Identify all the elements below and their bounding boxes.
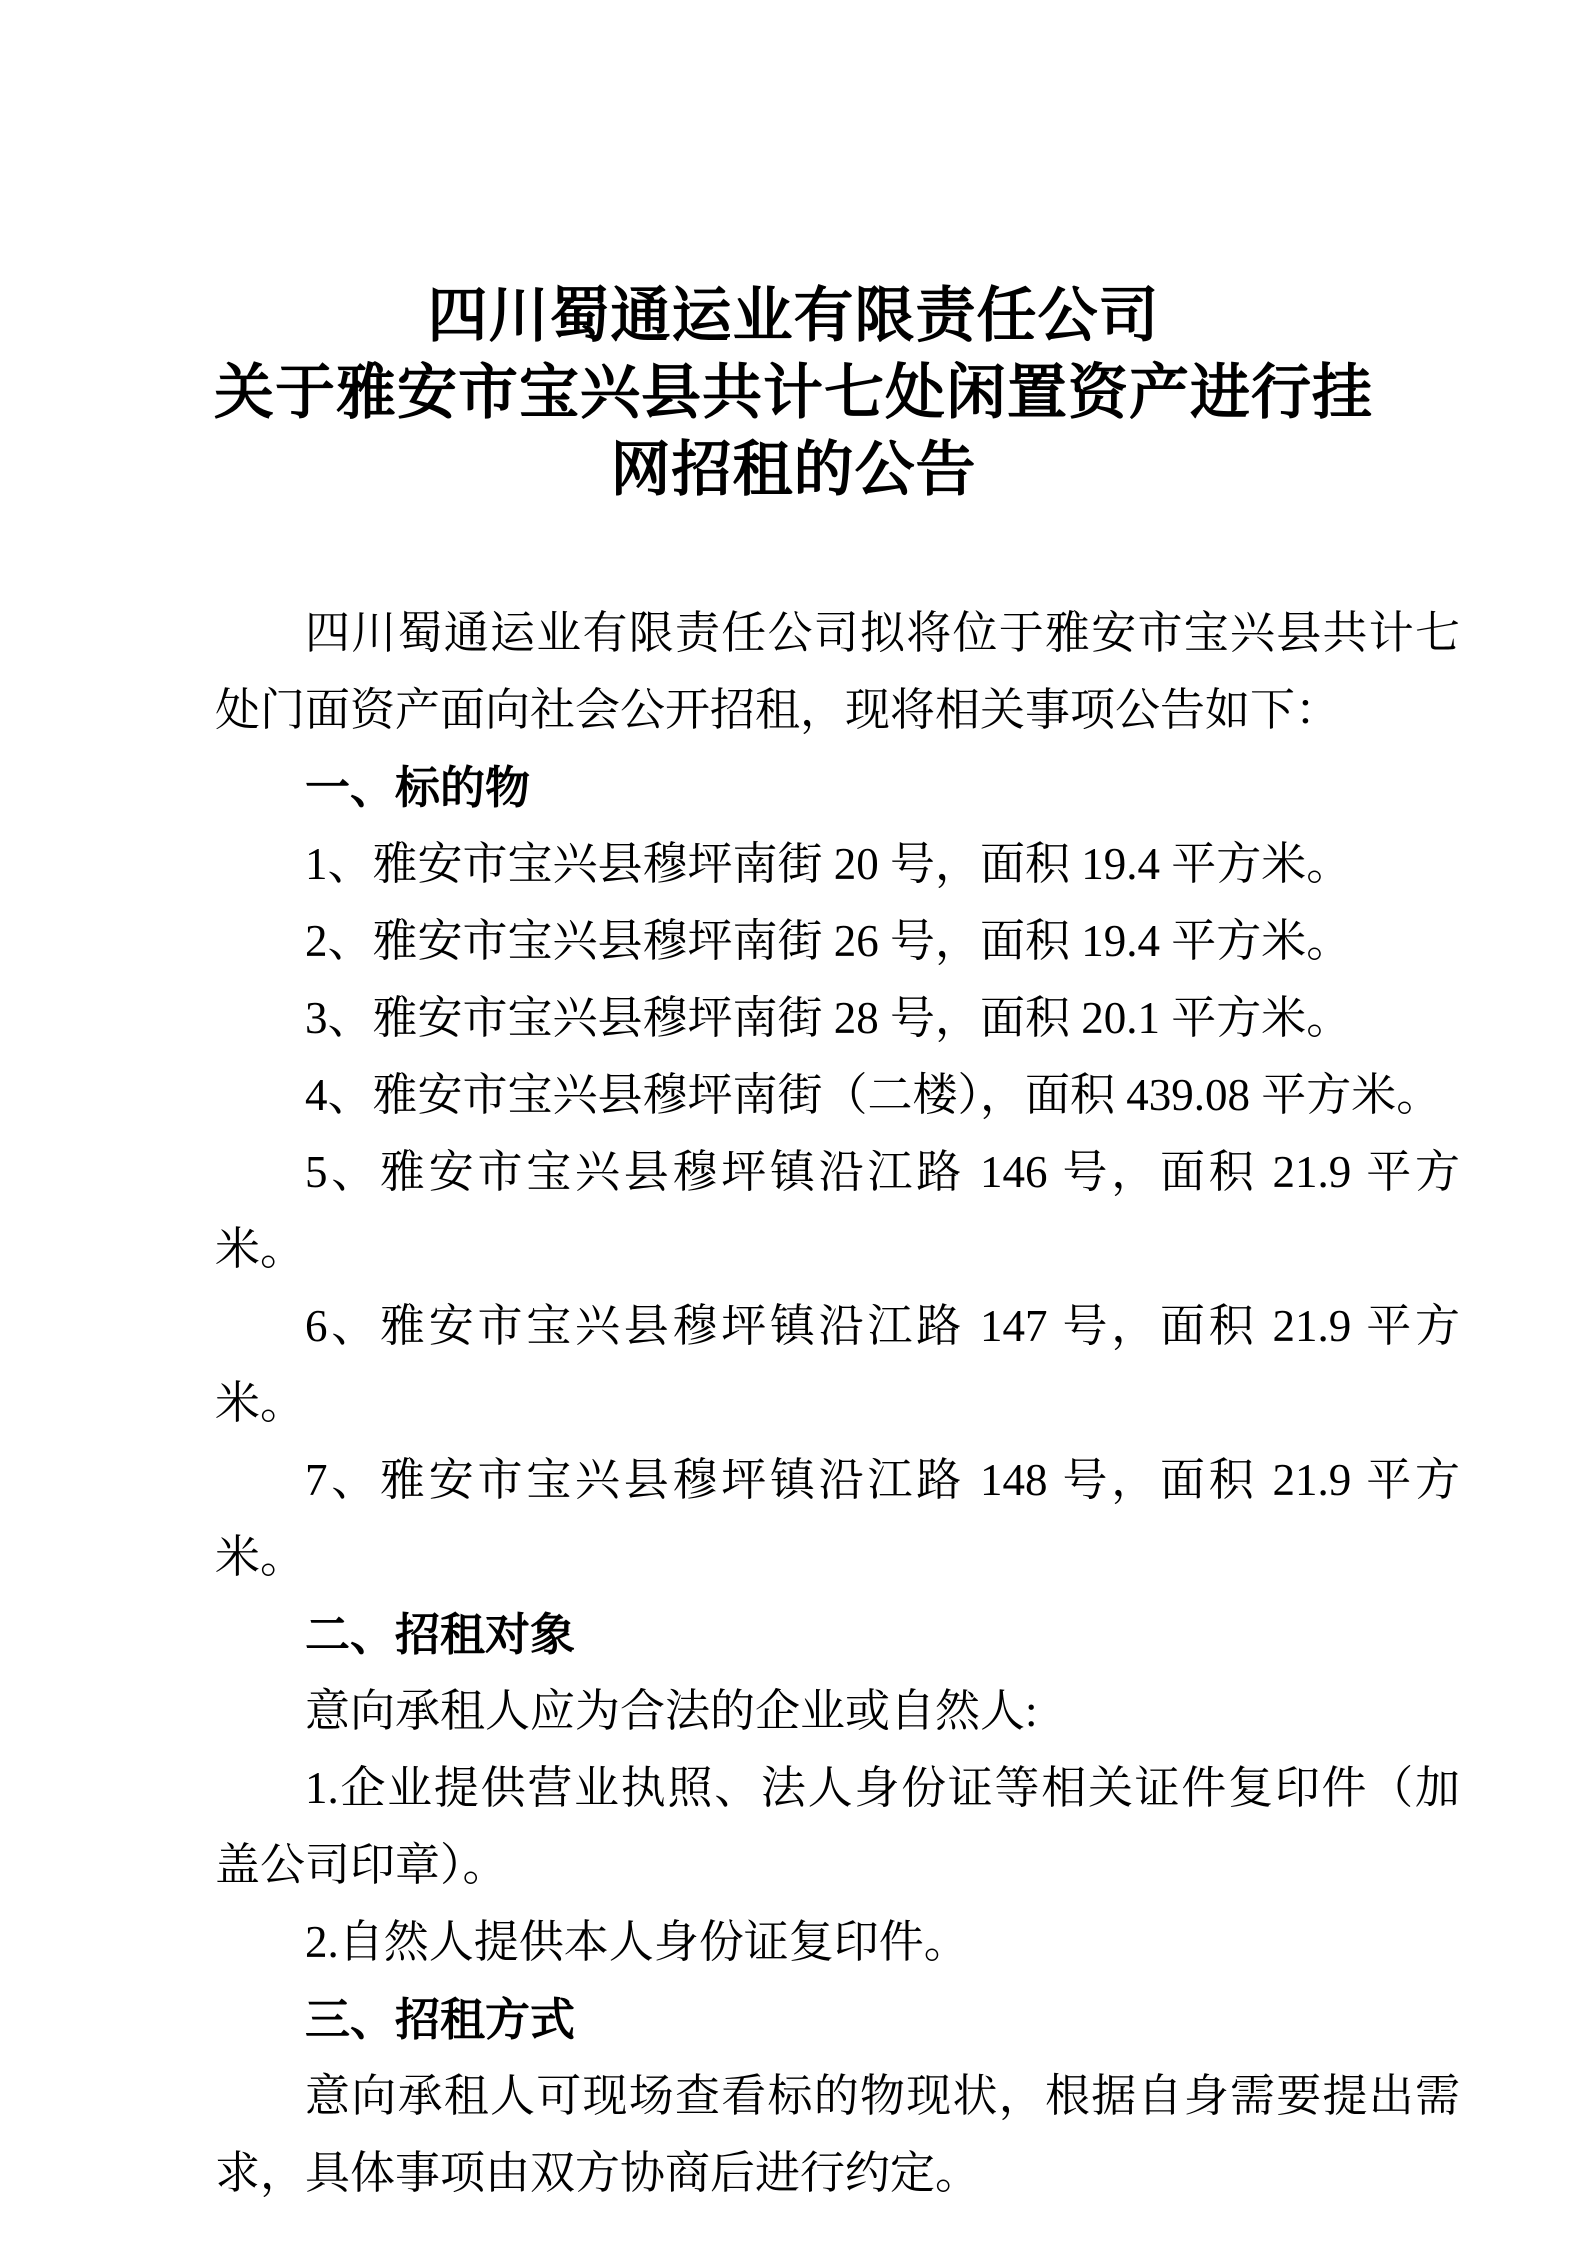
- doc-title: [0, 0, 1587, 509]
- section-3-heading: 三、招租方式: [305, 1994, 576, 2045]
- asset-item-2: 2、雅安市宝兴县穆坪南街 26 号，面积 19.4 平方米。: [305, 916, 1352, 966]
- requirement-item-2: 2.自然人提供本人身份证复印件。: [305, 1917, 969, 1967]
- rental-method-paragraph: 意向承租人可现场查看标的物现状，根据自身需要提出需求，具体事项由双方协商后进行约定。: [215, 2071, 1460, 2198]
- rental-target-intro: 意向承租人应为合法的企业或自然人:: [305, 1686, 1038, 1736]
- asset-item-7: 7、雅安市宝兴县穆坪镇沿江路 148 号，面积 21.9 平方米。: [215, 1455, 1460, 1582]
- asset-item-1: 1、雅安市宝兴县穆坪南街 20 号，面积 19.4 平方米。: [305, 839, 1352, 889]
- requirement-item-1: 1.企业提供营业执照、法人身份证等相关证件复印件（加盖公司印章）。: [215, 1763, 1460, 1890]
- asset-item-6: 6、雅安市宝兴县穆坪镇沿江路 147 号，面积 21.9 平方米。: [215, 1301, 1460, 1428]
- doc-body: [215, 595, 1460, 2212]
- section-1-heading: 一、标的物: [305, 762, 531, 813]
- doc-title-line-1: 四川蜀通运业有限责任公司: [427, 283, 1160, 349]
- asset-item-4: 4、雅安市宝兴县穆坪南街（二楼），面积 439.08 平方米。: [305, 1070, 1442, 1120]
- doc-title-line-2: 关于雅安市宝兴县共计七处闲置资产进行挂: [214, 360, 1373, 426]
- doc-title-line-3: 网招租的公告: [610, 437, 977, 503]
- intro-paragraph: 四川蜀通运业有限责任公司拟将位于雅安市宝兴县共计七处门面资产面向社会公开招租，现将相关事项公告如下：: [215, 608, 1460, 735]
- asset-item-3: 3、雅安市宝兴县穆坪南街 28 号，面积 20.1 平方米。: [305, 993, 1352, 1043]
- asset-item-5: 5、雅安市宝兴县穆坪镇沿江路 146 号，面积 21.9 平方米。: [215, 1147, 1460, 1274]
- section-2-heading: 二、招租对象: [305, 1609, 576, 1660]
